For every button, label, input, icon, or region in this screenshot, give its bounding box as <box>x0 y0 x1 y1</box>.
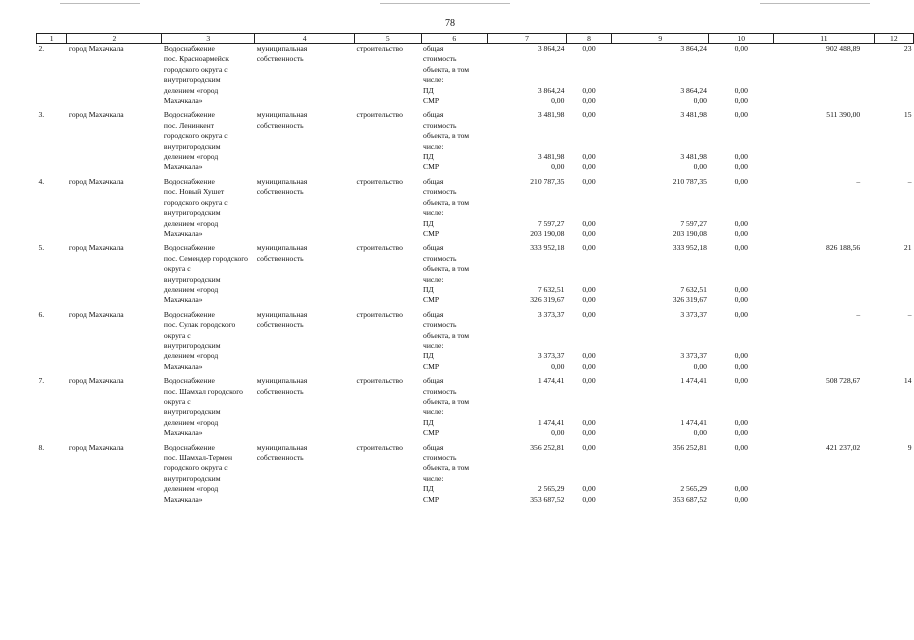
total-value: 0,00 <box>734 44 748 53</box>
total-value: 0,00 <box>734 376 748 386</box>
cost-type-line: стоимость <box>423 320 457 330</box>
cost-type-line: стоимость <box>423 54 457 64</box>
smr-label: СМР <box>423 295 440 305</box>
column-header-5: 5 <box>354 34 421 44</box>
ownership <box>255 110 355 172</box>
smr-value: 0,00 <box>551 162 565 172</box>
table-row <box>37 443 914 485</box>
object-name-line: Махачкала» <box>163 295 203 305</box>
object-name-line: Водоснабжение <box>163 376 215 386</box>
object-name-line: пос. Ленинкент <box>163 120 215 130</box>
column-header-8: 8 <box>566 34 611 44</box>
smr-value: 0,00 <box>734 228 748 238</box>
total-value: 356 252,81 <box>672 442 707 452</box>
pd-label: ПД <box>423 351 434 361</box>
count-value: 14 <box>903 376 912 386</box>
pd-value: 7 632,51 <box>537 284 565 294</box>
ownership <box>255 376 355 438</box>
smr-label: СМР <box>423 96 440 106</box>
pd-label: ПД <box>423 484 434 494</box>
total-value: 333 952,18 <box>530 243 565 253</box>
pd-label: ПД <box>423 85 434 95</box>
table-row <box>37 177 914 219</box>
column-header-11: 11 <box>774 34 875 44</box>
pd-value: 1 474,41 <box>537 417 565 427</box>
ownership-line: муниципальная <box>256 243 308 253</box>
investment-table <box>36 33 914 509</box>
work-type: строительство <box>356 376 403 386</box>
pd-value: 0,00 <box>582 484 596 494</box>
smr-value: 0,00 <box>693 162 707 172</box>
ownership <box>255 443 355 505</box>
object-name-line: городского округа с <box>163 463 228 473</box>
object-name <box>162 44 255 107</box>
work-type: строительство <box>356 442 403 452</box>
pd-value: 3 373,37 <box>680 351 707 361</box>
total-value: 0,00 <box>582 243 596 253</box>
total-value: 210 787,35 <box>672 176 707 186</box>
total-value: 1 474,41 <box>680 376 707 386</box>
pd-value: 0,00 <box>734 484 748 494</box>
municipality: город Махачкала <box>68 309 124 319</box>
smr-value: 0,00 <box>582 162 596 172</box>
column-header-3: 3 <box>162 34 255 44</box>
smr-value: 353 687,52 <box>672 494 707 504</box>
smr-value: 0,00 <box>582 228 596 238</box>
column-header-1: 1 <box>37 34 67 44</box>
object-name <box>162 177 255 239</box>
cost-type <box>421 310 488 352</box>
table-body <box>37 44 914 510</box>
municipality: город Махачкала <box>68 376 124 386</box>
smr-value: 203 190,08 <box>672 228 707 238</box>
total-value: 0,00 <box>582 376 596 386</box>
total-value: 356 252,81 <box>530 442 565 452</box>
cost-type <box>421 443 488 485</box>
pd-value: 3 864,24 <box>537 85 565 95</box>
column-header-2: 2 <box>67 34 162 44</box>
total-value: 3 864,24 <box>537 44 565 53</box>
object-name-line: делением «город <box>163 351 219 361</box>
pd-value: 3 481,98 <box>537 152 565 162</box>
count-value: 21 <box>903 243 912 253</box>
cost-type <box>421 243 488 285</box>
cost-type-line: общая <box>423 376 444 386</box>
capacity-value: 826 188,56 <box>826 243 861 253</box>
object-name-line: пос. Красноармейск <box>163 54 229 64</box>
total-value: 0,00 <box>734 243 748 253</box>
work-type: строительство <box>356 110 403 120</box>
municipality: город Махачкала <box>68 442 124 452</box>
pd-value: 3 481,98 <box>680 152 707 162</box>
object-name-line: делением «город <box>163 85 219 95</box>
total-value: 3 481,98 <box>537 110 565 120</box>
smr-value: 0,00 <box>734 494 748 504</box>
page-number: 78 <box>445 18 455 29</box>
cost-type <box>421 376 488 418</box>
capacity-value: 902 488,89 <box>826 44 861 53</box>
object-name-line: Махачкала» <box>163 228 203 238</box>
pd-value: 0,00 <box>734 85 748 95</box>
smr-value: 0,00 <box>551 96 565 106</box>
table-row <box>37 243 914 285</box>
total-value: 0,00 <box>734 309 748 319</box>
smr-value: 0,00 <box>734 96 748 106</box>
smr-value: 0,00 <box>693 96 707 106</box>
table-row <box>37 44 914 86</box>
ownership-line: муниципальная <box>256 376 308 386</box>
smr-value: 0,00 <box>734 361 748 371</box>
municipality: город Махачкала <box>68 243 124 253</box>
row-spacer <box>37 505 914 509</box>
total-value: 0,00 <box>734 110 748 120</box>
object-name <box>162 443 255 505</box>
smr-value: 0,00 <box>551 428 565 438</box>
smr-value: 203 190,08 <box>530 228 565 238</box>
cost-type-line: числе: <box>423 407 444 417</box>
cost-type <box>421 44 488 86</box>
object-name-line: пос. Шамхал городского <box>163 386 243 396</box>
count-value: – <box>907 176 912 186</box>
cost-type-line: числе: <box>423 75 444 85</box>
object-name-line: внутригородским <box>163 75 221 85</box>
smr-value: 353 687,52 <box>530 494 565 504</box>
smr-label: СМР <box>423 494 440 504</box>
capacity-value: 508 728,67 <box>826 376 861 386</box>
object-name-line: городского округа с <box>163 131 228 141</box>
object-name-line: Махачкала» <box>163 162 203 172</box>
pd-value: 7 597,27 <box>537 218 565 228</box>
work-type: строительство <box>356 309 403 319</box>
total-value: 3 373,37 <box>537 309 565 319</box>
ownership-line: муниципальная <box>256 44 308 53</box>
cost-type-line: числе: <box>423 274 444 284</box>
scan-artifact-line <box>760 3 870 4</box>
smr-value: 0,00 <box>582 295 596 305</box>
object-name-line: пос. Сулак городского <box>163 320 236 330</box>
scan-artifact-line <box>60 3 140 4</box>
object-name-line: Водоснабжение <box>163 442 215 452</box>
column-number-header <box>37 34 914 44</box>
object-name-line: городского округа с <box>163 64 228 74</box>
total-value: 3 864,24 <box>680 44 707 53</box>
capacity-value: – <box>856 309 861 319</box>
pd-value: 3 864,24 <box>680 85 707 95</box>
object-name-line: пос. Шамхал-Термен <box>163 453 233 463</box>
pd-label: ПД <box>423 284 434 294</box>
cost-type-line: стоимость <box>423 120 457 130</box>
ownership-line: муниципальная <box>256 176 308 186</box>
scan-artifact-line <box>380 3 510 4</box>
cost-type-line: объекта, в том <box>423 463 470 473</box>
ownership <box>255 243 355 305</box>
smr-label: СМР <box>423 228 440 238</box>
cost-type-line: объекта, в том <box>423 397 470 406</box>
cost-type <box>421 177 488 219</box>
total-value: 3 373,37 <box>680 309 707 319</box>
spacer-cell <box>37 505 914 509</box>
column-header-10: 10 <box>709 34 774 44</box>
row-number: 7. <box>38 376 45 386</box>
capacity-value: – <box>856 176 861 186</box>
object-name-line: внутригородским <box>163 141 221 151</box>
total-value: 0,00 <box>734 176 748 186</box>
object-name-line: городского округа с <box>163 197 228 207</box>
object-name-line: Махачкала» <box>163 428 203 438</box>
total-value: 0,00 <box>582 309 596 319</box>
pd-value: 0,00 <box>582 85 596 95</box>
smr-value: 0,00 <box>734 162 748 172</box>
work-type: строительство <box>356 243 403 253</box>
smr-value: 0,00 <box>582 494 596 504</box>
smr-value: 0,00 <box>693 361 707 371</box>
capacity-value: 421 237,02 <box>826 442 861 452</box>
smr-value: 326 319,67 <box>530 295 565 305</box>
pd-value: 0,00 <box>582 152 596 162</box>
object-name-line: пос. Семендер городского <box>163 253 248 263</box>
pd-value: 3 373,37 <box>537 351 565 361</box>
ownership-line: собственность <box>256 187 304 197</box>
row-number: 6. <box>38 309 45 319</box>
ownership-line: муниципальная <box>256 309 308 319</box>
municipality: город Махачкала <box>68 110 124 120</box>
column-header-4: 4 <box>255 34 355 44</box>
municipality: город Махачкала <box>68 176 124 186</box>
object-name-line: Водоснабжение <box>163 110 215 120</box>
pd-value: 0,00 <box>734 351 748 361</box>
object-name <box>162 110 255 172</box>
cost-type-line: объекта, в том <box>423 264 470 274</box>
pd-value: 0,00 <box>734 152 748 162</box>
smr-label: СМР <box>423 162 440 172</box>
object-name-line: внутригородским <box>163 340 221 350</box>
pd-value: 0,00 <box>582 417 596 427</box>
cost-type-line: общая <box>423 110 444 120</box>
cost-type-line: объекта, в том <box>423 197 470 207</box>
total-value: 333 952,18 <box>672 243 707 253</box>
ownership-line: собственность <box>256 320 304 330</box>
pd-label: ПД <box>423 152 434 162</box>
count-value: 23 <box>903 44 912 53</box>
work-type: строительство <box>356 44 403 53</box>
total-value: 0,00 <box>582 110 596 120</box>
smr-label: СМР <box>423 428 440 438</box>
object-name-line: делением «город <box>163 284 219 294</box>
smr-label: СМР <box>423 361 440 371</box>
pd-value: 0,00 <box>582 284 596 294</box>
object-name-line: внутригородским <box>163 473 221 483</box>
table-row <box>37 110 914 152</box>
pd-value: 0,00 <box>582 351 596 361</box>
total-value: 0,00 <box>582 176 596 186</box>
object-name-line: внутригородским <box>163 208 221 218</box>
smr-value: 0,00 <box>582 361 596 371</box>
pd-value: 0,00 <box>582 218 596 228</box>
work-type: строительство <box>356 176 403 186</box>
ownership-line: собственность <box>256 54 304 64</box>
cost-type-line: стоимость <box>423 253 457 263</box>
ownership-line: собственность <box>256 386 304 396</box>
object-name-line: делением «город <box>163 218 219 228</box>
smr-value: 0,00 <box>734 295 748 305</box>
cost-type-line: объекта, в том <box>423 64 470 74</box>
cost-type-line: стоимость <box>423 187 457 197</box>
column-header-9: 9 <box>612 34 709 44</box>
object-name-line: Водоснабжение <box>163 309 215 319</box>
pd-value: 7 597,27 <box>680 218 707 228</box>
table-row <box>37 376 914 418</box>
ownership <box>255 44 355 107</box>
pd-value: 2 565,29 <box>680 484 707 494</box>
total-value: 1 474,41 <box>537 376 565 386</box>
pd-value: 7 632,51 <box>680 284 707 294</box>
cost-type-line: стоимость <box>423 453 457 463</box>
cost-type-line: общая <box>423 243 444 253</box>
table-row <box>37 310 914 352</box>
object-name-line: Махачкала» <box>163 361 203 371</box>
pd-label: ПД <box>423 417 434 427</box>
column-header-6: 6 <box>421 34 488 44</box>
pd-value: 0,00 <box>734 218 748 228</box>
smr-value: 0,00 <box>582 428 596 438</box>
smr-value: 0,00 <box>693 428 707 438</box>
object-name-line: пос. Новый Хушет <box>163 187 225 197</box>
object-name-line: округа с <box>163 397 191 406</box>
municipality: город Махачкала <box>68 44 124 53</box>
row-number: 8. <box>38 442 45 452</box>
ownership-line: собственность <box>256 120 304 130</box>
cost-type-line: объекта, в том <box>423 131 470 141</box>
object-name-line: делением «город <box>163 152 219 162</box>
object-name-line: Водоснабжение <box>163 44 215 53</box>
cost-type-line: числе: <box>423 208 444 218</box>
total-value: 210 787,35 <box>530 176 565 186</box>
row-number: 3. <box>38 110 45 120</box>
smr-value: 0,00 <box>734 428 748 438</box>
count-value: 15 <box>903 110 912 120</box>
object-name-line: внутригородским <box>163 274 221 284</box>
object-name <box>162 310 255 372</box>
cost-type-line: числе: <box>423 340 444 350</box>
cost-type-line: числе: <box>423 141 444 151</box>
column-header-12: 12 <box>874 34 913 44</box>
total-value: 0,00 <box>734 442 748 452</box>
cost-type-line: общая <box>423 44 444 53</box>
cost-type-line: общая <box>423 309 444 319</box>
ownership <box>255 177 355 239</box>
pd-value: 1 474,41 <box>680 417 707 427</box>
ownership <box>255 310 355 372</box>
column-header-7: 7 <box>488 34 567 44</box>
cost-type-line: общая <box>423 442 444 452</box>
pd-label: ПД <box>423 218 434 228</box>
pd-value: 0,00 <box>734 417 748 427</box>
total-value: 0,00 <box>582 442 596 452</box>
object-name-line: Водоснабжение <box>163 243 215 253</box>
cost-type-line: общая <box>423 176 444 186</box>
object-name-line: делением «город <box>163 484 219 494</box>
cost-type <box>421 110 488 152</box>
row-number: 5. <box>38 243 45 253</box>
smr-value: 0,00 <box>582 96 596 106</box>
count-value: 9 <box>907 442 912 452</box>
object-name-line: Махачкала» <box>163 96 203 106</box>
object-name <box>162 376 255 438</box>
object-name-line: делением «город <box>163 417 219 427</box>
pd-value: 2 565,29 <box>537 484 565 494</box>
cost-type-line: стоимость <box>423 386 457 396</box>
count-value: – <box>907 309 912 319</box>
object-name-line: округа с <box>163 330 191 340</box>
total-value: 0,00 <box>582 44 596 53</box>
object-name-line: Махачкала» <box>163 494 203 504</box>
pd-value: 0,00 <box>734 284 748 294</box>
smr-value: 326 319,67 <box>672 295 707 305</box>
ownership-line: муниципальная <box>256 110 308 120</box>
object-name-line: округа с <box>163 264 191 274</box>
ownership-line: собственность <box>256 253 304 263</box>
cost-type-line: объекта, в том <box>423 330 470 340</box>
object-name <box>162 243 255 305</box>
row-number: 2. <box>38 44 45 53</box>
ownership-line: собственность <box>256 453 304 463</box>
object-name-line: Водоснабжение <box>163 176 215 186</box>
object-name-line: внутригородским <box>163 407 221 417</box>
capacity-value: 511 390,00 <box>826 110 861 120</box>
total-value: 3 481,98 <box>680 110 707 120</box>
smr-value: 0,00 <box>551 361 565 371</box>
cost-type-line: числе: <box>423 473 444 483</box>
row-number: 4. <box>38 176 45 186</box>
ownership-line: муниципальная <box>256 442 308 452</box>
